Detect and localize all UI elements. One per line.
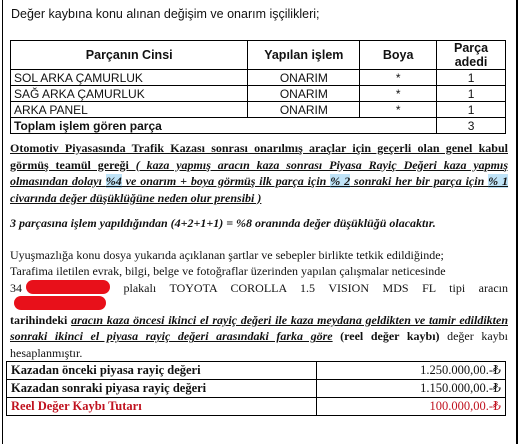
conclusion-line-1: Uyuşmazlığa konu dosya yukarıda açıklanan şartlar ve sebepler birlikte tetkik edildiğinde;: [10, 248, 444, 262]
value-amount: 1.250.000,00.-₺: [317, 362, 506, 380]
date-label: tarihindeki: [10, 313, 68, 328]
total-value: 3: [437, 118, 506, 134]
highlight-4-percent: %4: [105, 174, 122, 188]
explanation-paragraph: [10, 140, 508, 206]
part-operation: ONARIM: [248, 70, 360, 86]
calculation-sentence: 3 parçasına işlem yapıldığından (4+2+1+1) = %8 oranında değer düşüklüğü olacaktır.: [10, 216, 436, 230]
part-operation: ONARIM: [248, 86, 360, 102]
table-row: [7, 380, 506, 398]
rule-detail-text: ( kaza yapmış aracın kaza sonrası Piyasa Rayiç Değeri kaza yapmış olmasından dolayı: [10, 157, 508, 188]
highlight-1-percent: % 1: [488, 174, 509, 188]
part-operation: ONARIM: [248, 102, 360, 118]
highlight-2-percent: % 2: [330, 174, 351, 188]
parts-total-row: [11, 118, 506, 134]
method-description: aracın kaza öncesi ikinci el rayiç değeri ile kaza meydana geldikten ve tamir edildikten sonraki ikinci el piyasa rayiç değeri arasındaki farka göre: [10, 313, 508, 344]
table-row: [11, 86, 506, 102]
total-label: Toplam işlem gören parça: [11, 118, 437, 134]
part-count: 1: [437, 102, 506, 118]
part-name: ARKA PANEL: [11, 102, 248, 118]
value-label: Kazadan sonraki piyasa rayiç değeri: [7, 380, 317, 398]
real-loss-label: (reel değer kaybı): [340, 329, 440, 344]
parts-table: [10, 40, 506, 134]
table-row: [11, 70, 506, 86]
rule-detail-text-2: ve onarım + boya görmüş ilk parça için: [121, 174, 331, 188]
part-count: 1: [437, 86, 506, 102]
header-part-count: Parça adedi: [437, 41, 506, 70]
conclusion-paragraph: [10, 247, 508, 361]
intro-text: Değer kaybına konu alınan değişim ve onarım işçilikleri;: [11, 7, 320, 21]
page-border-left: [2, 0, 3, 444]
header-operation: Yapılan işlem: [248, 41, 360, 70]
redaction-mark: [26, 280, 110, 294]
value-amount: 1.150.000,00.-₺: [317, 380, 506, 398]
value-table: [6, 361, 506, 416]
part-paint: *: [360, 70, 437, 86]
vehicle-description: plakalı TOYOTA COROLLA 1.5 VISION MDS FL tipi aracın: [110, 280, 508, 295]
part-count: 1: [437, 70, 506, 86]
part-paint: *: [360, 102, 437, 118]
rule-detail-text-4: civarında değer düşüklüğüne neden olur prensibi ): [10, 190, 262, 205]
conclusion-line-2: Tarafima iletilen evrak, bilgi, belge ve fotoğraflar üzerinden yapılan çalışmalar neticesinde: [10, 264, 446, 279]
table-row: [7, 398, 506, 416]
rule-detail-text-3: sonraki her bir parça için: [350, 174, 489, 188]
part-name: SOL ARKA ÇAMURLUK: [11, 70, 248, 86]
part-paint: *: [360, 86, 437, 102]
parts-header-row: [11, 41, 506, 70]
conclusion-end: değer kaybı hesaplanmıştır.: [10, 329, 508, 360]
header-part-type: Parçanın Cinsi: [11, 41, 248, 70]
table-row: [11, 102, 506, 118]
plate-prefix: 34: [10, 280, 22, 295]
part-name: SAĞ ARKA ÇAMURLUK: [11, 86, 248, 102]
loss-amount: 100.000,00.-₺: [317, 398, 506, 416]
value-label: Kazadan önceki piyasa rayiç değeri: [7, 362, 317, 380]
redaction-mark: [14, 296, 106, 310]
table-row: [7, 362, 506, 380]
loss-label: Reel Değer Kaybı Tutarı: [7, 398, 317, 416]
custom-rule-text: Otomotiv Piyasasında Trafik Kazası sonrası onarılmış araçlar için geçerli olan genel kabul görmüş teamül gereği: [10, 141, 508, 172]
header-paint: Boya: [360, 41, 437, 70]
